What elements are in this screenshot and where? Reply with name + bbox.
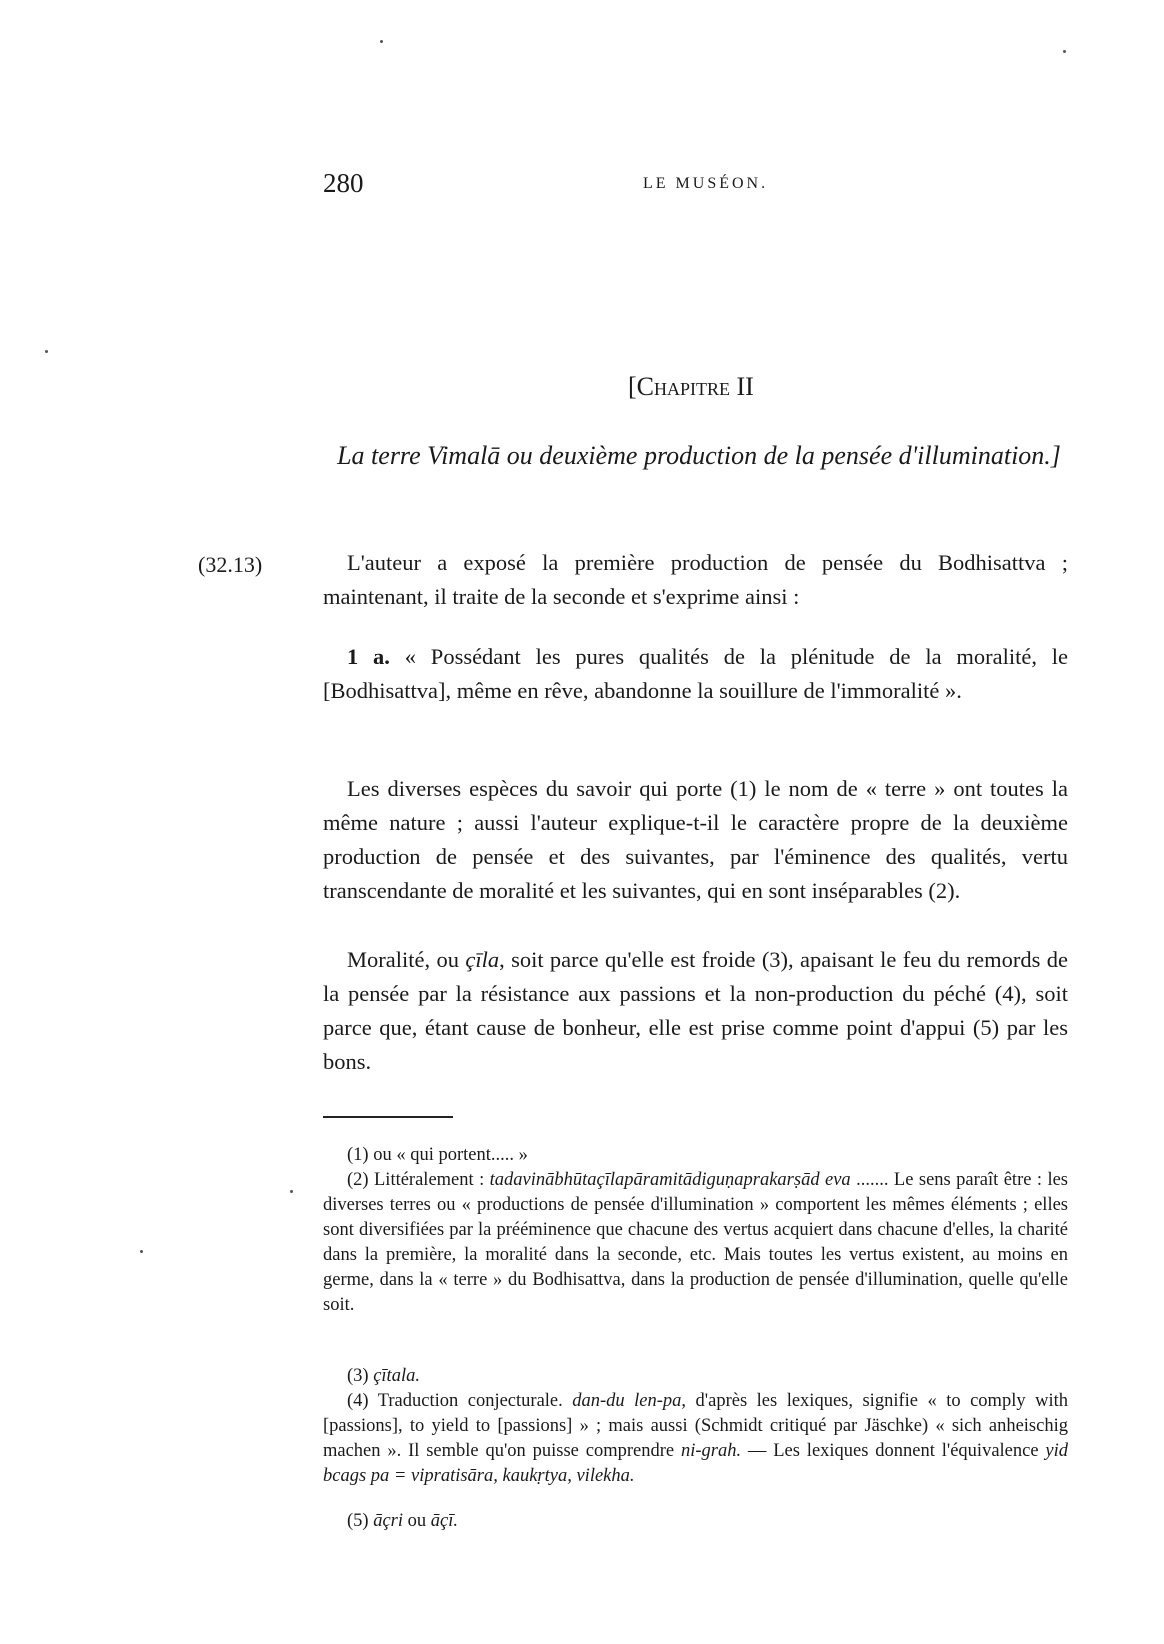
footnote-3-text: (3)	[347, 1366, 374, 1386]
paragraph-2-term: çīla	[465, 947, 500, 972]
scan-speck	[140, 1250, 143, 1253]
footnote-2-term: tadavinābhūtaçīlapāramitādiguṇaprakarṣād eva	[489, 1170, 851, 1190]
footnote-4-term-3: yid bcags pa = vipratisāra, kaukṛtya, vilekha.	[323, 1441, 1068, 1486]
scan-speck	[290, 1190, 293, 1193]
footnote-4	[323, 1389, 1068, 1489]
footnote-4-term-2: ni-grah.	[680, 1441, 742, 1461]
footnote-5	[323, 1509, 1068, 1534]
footnote-4-text-b: , d'après les lexiques, signifie « to comply with [passions], to yield to [passions] » ; mais aussi (Schmidt critiqué par Jäschke) « sich anheischig machen ». Il semble qu'on puisse comprendre	[323, 1391, 1068, 1461]
paragraph-2-text-a: Moralité, ou	[347, 947, 466, 972]
footnote-2-text-b: ....... Le sens paraît être : les diverses terres ou « productions de pensée d'illumination » comportent les mêmes éléments ; elles sont diversifiées par la prééminence que chacune des vertus acquiert dans chacune d'elles, la charité dans la première, la moralité dans la seconde, etc. Mais toutes les vertus existent, au moins en germe, dans la « terre » du Bodhisattva, dans la production de pensée d'illumination, quelle qu'elle soit.	[323, 1170, 1068, 1315]
footnote-3	[323, 1364, 1068, 1389]
chapter-subtitle: La terre Vimalā ou deuxième production de la pensée d'illumination.]	[337, 441, 1061, 470]
scan-speck	[1063, 50, 1066, 53]
footnote-4-text-a: (4) Traduction conjecturale.	[347, 1391, 573, 1411]
footnote-1: (1) ou « qui portent..... »	[347, 1145, 528, 1165]
footnote-3-term: çītala.	[373, 1366, 420, 1386]
footnote-5-text-a: (5)	[347, 1511, 374, 1531]
verse-label: 1 a.	[347, 644, 390, 669]
footnote-4-text-c: — Les lexiques donnent l'équivalence	[741, 1441, 1046, 1461]
footnote-5-text-b: ou	[403, 1511, 431, 1531]
footnote-2	[323, 1168, 1068, 1318]
margin-reference: (32.13)	[198, 552, 263, 577]
footnote-2-text-a: (2) Littéralement :	[347, 1170, 490, 1190]
paragraph-2-text-b: , soit parce qu'elle est froide (3), apaisant le feu du remords de la pensée par la résistance aux passions et la non-production du péché (4), soit parce que, étant cause de bonheur, elle est prise comme point d'appui (5) par les bons.	[323, 947, 1068, 1074]
scan-speck	[45, 350, 48, 353]
footnote-4-term-1: dan-du len-pa	[572, 1391, 682, 1411]
footnote-5-term-2: āçī.	[430, 1511, 458, 1531]
paragraph-2	[323, 943, 1068, 1079]
footnote-rule	[323, 1116, 453, 1118]
running-title: LE MUSÉON.	[643, 175, 769, 192]
chapter-heading: [Chapitre II	[628, 372, 754, 401]
verse-1a	[323, 640, 1068, 708]
footnote-5-term-1: āçri	[373, 1511, 404, 1531]
paragraph-1: Les diverses espèces du savoir qui porte (1) le nom de « terre » ont toutes la même nature ; aussi l'auteur explique-t-il le caractère propre de la deuxième production de pensée et des suivantes, par l'éminence des qualités, vertu transcendante de moralité et les suivantes, qui en sont inséparables (2).	[323, 776, 1068, 903]
page-number: 280	[323, 168, 364, 198]
scan-speck	[380, 40, 383, 43]
verse-text: « Possédant les pures qualités de la plénitude de la moralité, le [Bodhisattva], même en rêve, abandonne la souillure de l'immoralité ».	[323, 644, 1069, 703]
intro-paragraph: L'auteur a exposé la première production de pensée du Bodhisattva ; maintenant, il traite de la seconde et s'exprime ainsi :	[323, 550, 1068, 609]
